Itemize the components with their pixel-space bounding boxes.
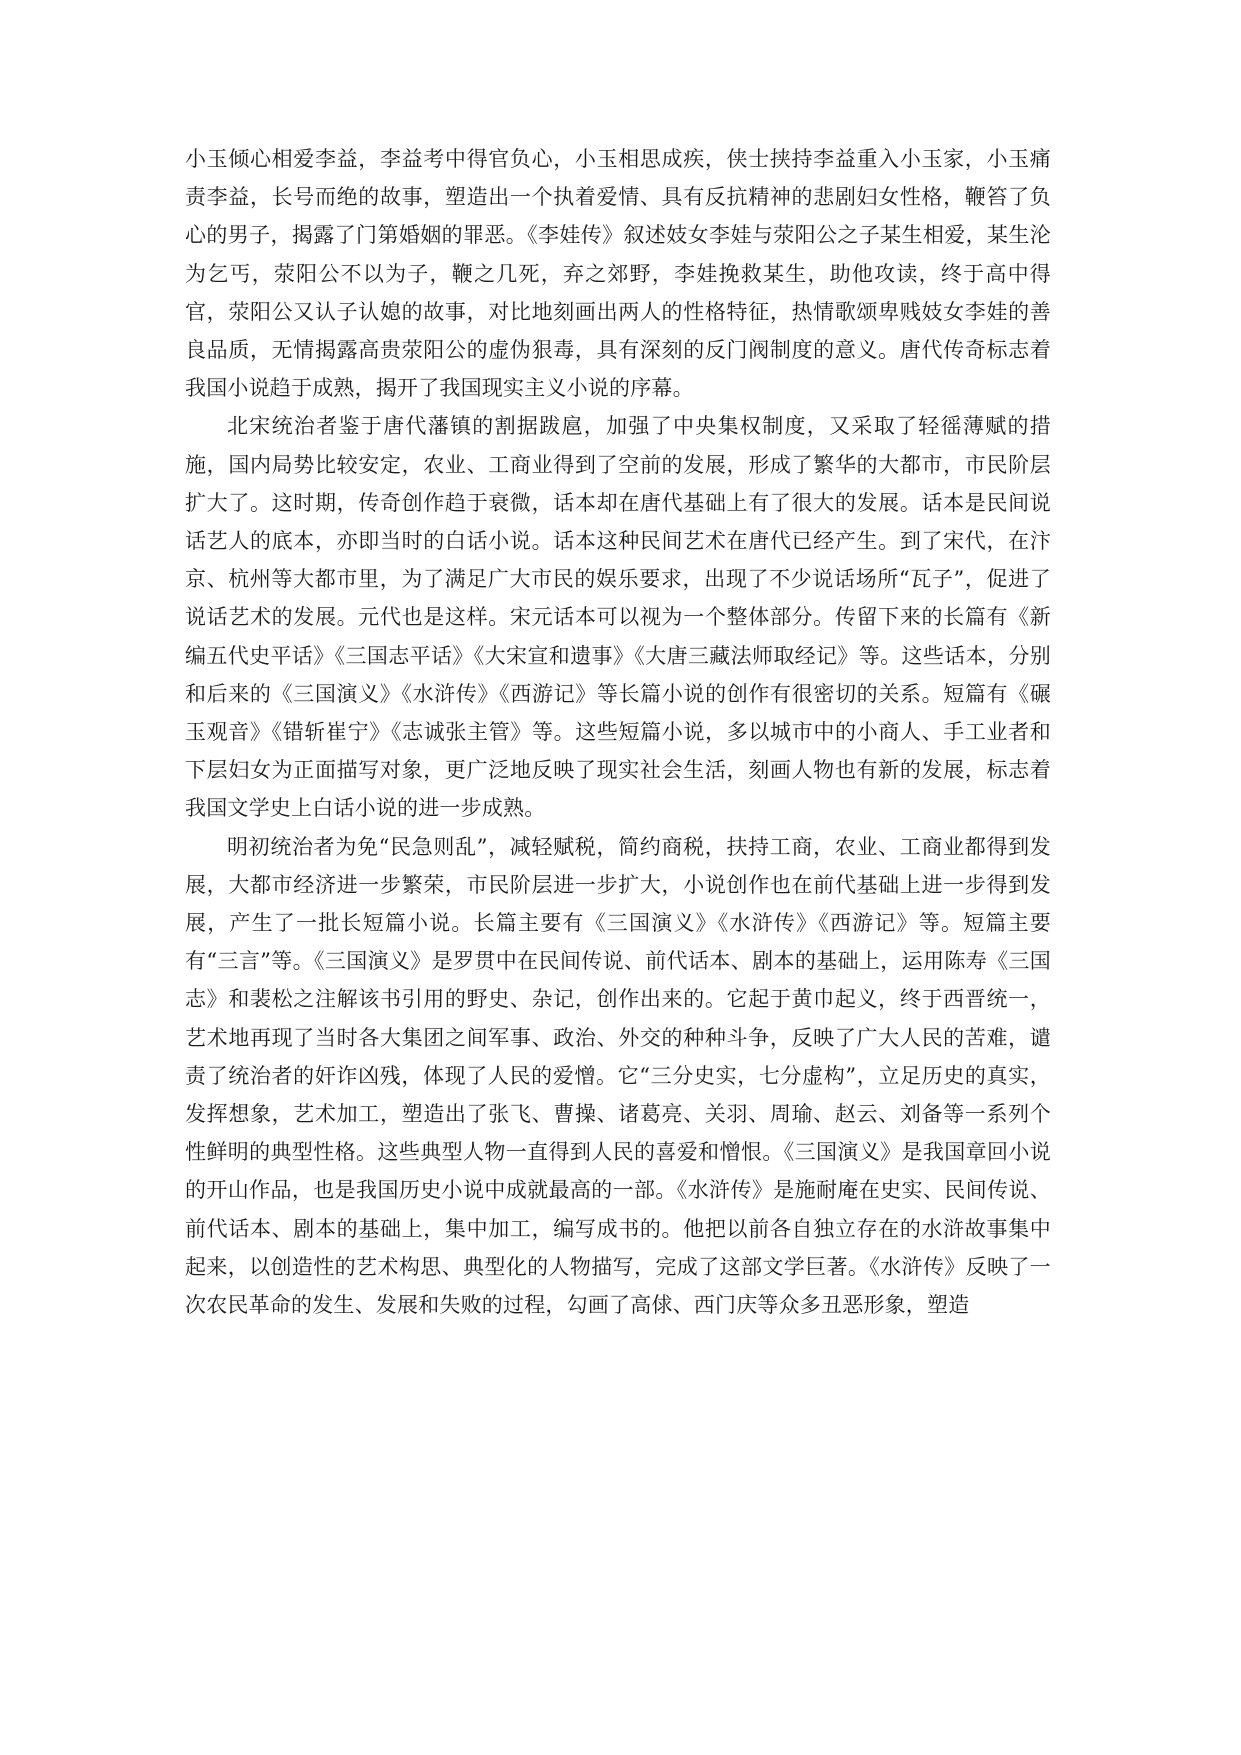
body-text: [185, 140, 1051, 1324]
paragraph-3: 明初统治者为免“民急则乱”，减轻赋税，简约商税，扶持工商，农业、工商业都得到发展，大都市经济进一步繁荣，市民阶层进一步扩大，小说创作也在前代基础上进一步得到发展，产生了一批长短篇小说。长篇主要有《三国演义》《水浒传》《西游记》等。短篇主要有“三言”等。《三国演义》是罗贯中在民间传说、前代话本、剧本的基础上，运用陈寿《三国志》和裴松之注解该书引用的野史、杂记，创作出来的。它起于黄巾起义，终于西晋统一，艺术地再现了当时各大集团之间军事、政治、外交的种种斗争，反映了广大人民的苦难，谴责了统治者的奸诈凶残，体现了人民的爱憎。它“三分史实，七分虚构”，立足历史的真实，发挥想象，艺术加工，塑造出了张飞、曹操、诸葛亮、关羽、周瑜、赵云、刘备等一系列个性鲜明的典型性格。这些典型人物一直得到人民的喜爱和憎恨。《三国演义》是我国章回小说的开山作品，也是我国历史小说中成就最高的一部。《水浒传》是施耐庵在史实、民间传说、前代话本、剧本的基础上，集中加工，编写成书的。他把以前各自独立存在的水浒故事集中起来，以创造性的艺术构思、典型化的人物描写，完成了这部文学巨著。《水浒传》反映了一次农民革命的发生、发展和失败的过程，勾画了高俅、西门庆等众多丑恶形象，塑造: [185, 834, 1051, 1318]
paragraph-2: 北宋统治者鉴于唐代藩镇的割据跋扈，加强了中央集权制度，又采取了轻徭薄赋的措施，国内局势比较安定，农业、工商业得到了空前的发展，形成了繁华的大都市，市民阶层扩大了。这时期，传奇创作趋于衰微，话本却在唐代基础上有了很大的发展。话本是民间说话艺人的底本，亦即当时的白话小说。话本这种民间艺术在唐代已经产生。到了宋代，在汴京、杭州等大都市里，为了满足广大市民的娱乐要求，出现了不少说话场所“瓦子”，促进了说话艺术的发展。元代也是这样。宋元话本可以视为一个整体部分。传留下来的长篇有《新编五代史平话》《三国志平话》《大宋宣和遗事》《大唐三藏法师取经记》等。这些话本，分别和后来的《三国演义》《水浒传》《西游记》等长篇小说的创作有很密切的关系。短篇有《碾玉观音》《错斩崔宁》《志诚张主管》等。这些短篇小说，多以城市中的小商人、手工业者和下层妇女为正面描写对象，更广泛地反映了现实社会生活，刻画人物也有新的发展，标志着我国文学史上白话小说的进一步成熟。: [185, 414, 1051, 821]
paragraph-1: 小玉倾心相爱李益，李益考中得官负心，小玉相思成疾，侠士挟持李益重入小玉家，小玉痛责李益，长号而绝的故事，塑造出一个执着爱情、具有反抗精神的悲剧妇女性格，鞭笞了负心的男子，揭露了门第婚姻的罪恶。《李娃传》叙述妓女李娃与荥阳公之子某生相爱，某生沦为乞丐，荥阳公不以为子，鞭之几死，弃之郊野，李娃挽救某生，助他攻读，终于高中得官，荥阳公又认子认媳的故事，对比地刻画出两人的性格特征，热情歌颂卑贱妓女李娃的善良品质，无情揭露高贵荥阳公的虚伪狠毒，具有深刻的反门阀制度的意义。唐代传奇标志着我国小说趋于成熟，揭开了我国现实主义小说的序幕。: [185, 147, 1051, 401]
